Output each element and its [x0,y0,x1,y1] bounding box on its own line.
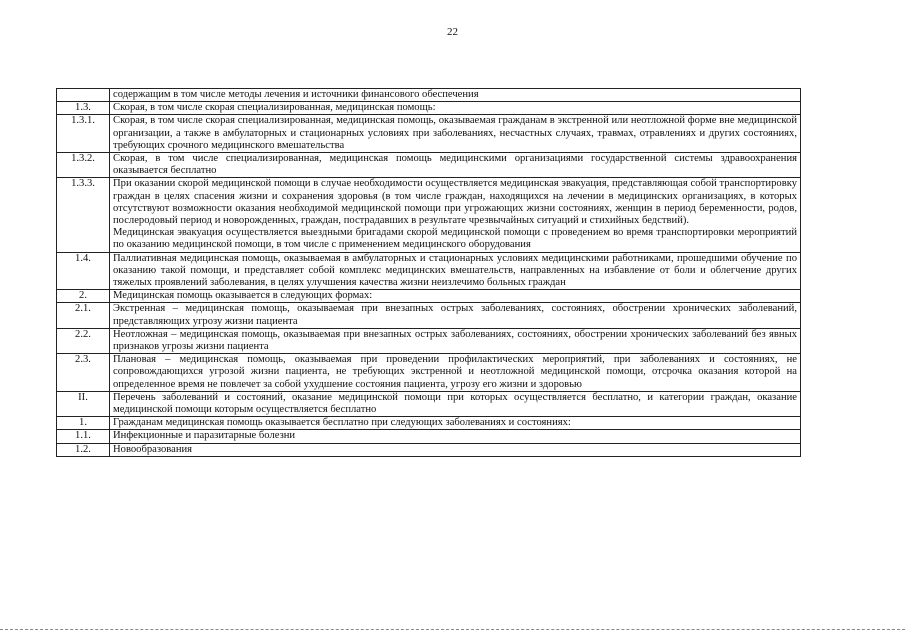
table-row [57,153,801,178]
paragraph: содержащим в том числе методы лечения и источники финансового обеспечения [113,89,479,100]
item-number: 1.3. [57,102,110,115]
item-number [57,89,110,102]
item-number: 1.3.1. [57,115,110,153]
item-number: 2.1. [57,303,110,328]
item-number: 1.1. [57,430,110,443]
table-row [57,303,801,328]
table-row [57,89,801,102]
item-text [110,252,801,290]
item-text [110,443,801,456]
paragraph: Медицинская эвакуация осуществляется выездными бригадами скорой медицинской помощи с проведением во время транспортировки мероприятий по оказанию медицинской помощи, в том числе с применением медицинского оборудования [113,227,797,251]
table-row [57,290,801,303]
item-text [110,303,801,328]
page-bottom-edge [0,629,905,630]
paragraph: Гражданам медицинская помощь оказывается бесплатно при следующих заболеваниях и состояниях: [113,417,571,429]
paragraph: Перечень заболеваний и состояний, оказание медицинской помощи при которых осуществляется бесплатно, и категории граждан, оказание медицинской помощи которым осуществляется бесплатно [113,391,797,416]
item-text [110,102,801,115]
paragraph: При оказании скорой медицинской помощи в случае необходимости осуществляется медицинская эвакуация, представляющая собой транспортировку граждан в целях спасения жизни и сохранения здоровья (в том числе граждан, находящихся на лечении в медицинских организациях, в которых отсутствуют возможности оказания необходимой медицинской помощи при угрожающих жизни состояниях, женщин в период беременности, родов, послеродовый период и новорожденных, граждан, пострадавших в результате чрезвычайных ситуаций и стихийных бедствий). [113,178,797,227]
table-row [57,252,801,290]
item-number: 2.3. [57,354,110,392]
table-row [57,354,801,392]
table-row [57,328,801,353]
paragraph: Скорая, в том числе скорая специализированная, медицинская помощь, оказываемая гражданам в экстренной или неотложной форме вне медицинской организации, а также в амбулаторных и стационарных условиях при заболеваниях, несчастных случаях, травмах, отравлениях и других состояниях, требующих срочного медицинского вмешательства [113,115,797,151]
item-text [110,417,801,430]
paragraph: Медицинская помощь оказывается в следующих формах: [113,290,373,302]
table-row [57,115,801,153]
paragraph: Экстренная – медицинская помощь, оказываемая при внезапных острых заболеваниях, состояниях, обострении хронических заболеваний, представляющих угрозу жизни пациента [113,303,797,327]
item-text [110,354,801,392]
table-row [57,430,801,443]
document-table-body [57,89,801,457]
document-table [56,88,801,457]
item-text [110,430,801,443]
item-number: II. [57,391,110,416]
paragraph: Плановая – медицинская помощь, оказываемая при проведении профилактических мероприятий, при заболеваниях и состояниях, не сопровождающихся угрозой жизни пациента, не требующих экстренной и неотложной медицинской помощи, отсрочка оказания которой на определенное время не повлечет за собой ухудшение состояния пациента, угрозу его жизни и здоровью [113,354,797,390]
table-row [57,178,801,252]
item-number: 1.2. [57,443,110,456]
table-row [57,102,801,115]
paragraph: Инфекционные и паразитарные болезни [113,430,296,442]
item-text [110,115,801,153]
item-number: 1.3.3. [57,178,110,252]
table-row [57,417,801,430]
item-text [110,391,801,416]
item-number: 1.4. [57,252,110,290]
table-row [57,391,801,416]
item-text [110,290,801,303]
item-text [110,328,801,353]
paragraph: Неотложная – медицинская помощь, оказываемая при внезапных острых заболеваниях, состояниях, обострении хронических заболеваний без явных признаков угрозы жизни пациента [113,328,797,353]
paragraph: Скорая, в том числе скорая специализированная, медицинская помощь: [113,102,436,114]
item-number: 2. [57,290,110,303]
paragraph: Скорая, в том числе специализированная, медицинская помощь медицинскими организациями государственной системы здравоохранения оказывается бесплатно [113,153,797,177]
paragraph: Паллиативная медицинская помощь, оказываемая в амбулаторных и стационарных условиях медицинскими работниками, прошедшими обучение по оказанию такой помощи, и представляет собой комплекс медицинских вмешательств, направленных на избавление от боли и облегчение других тяжелых проявлений заболевания, в целях улучшения качества жизни неизлечимо больных граждан [113,252,797,289]
item-text [110,178,801,252]
item-text [110,153,801,178]
page-number: 22 [447,26,458,38]
item-text [110,89,801,102]
item-number: 2.2. [57,328,110,353]
paragraph: Новообразования [113,443,193,455]
item-number: 1.3.2. [57,153,110,178]
table-row [57,443,801,456]
item-number: 1. [57,417,110,430]
